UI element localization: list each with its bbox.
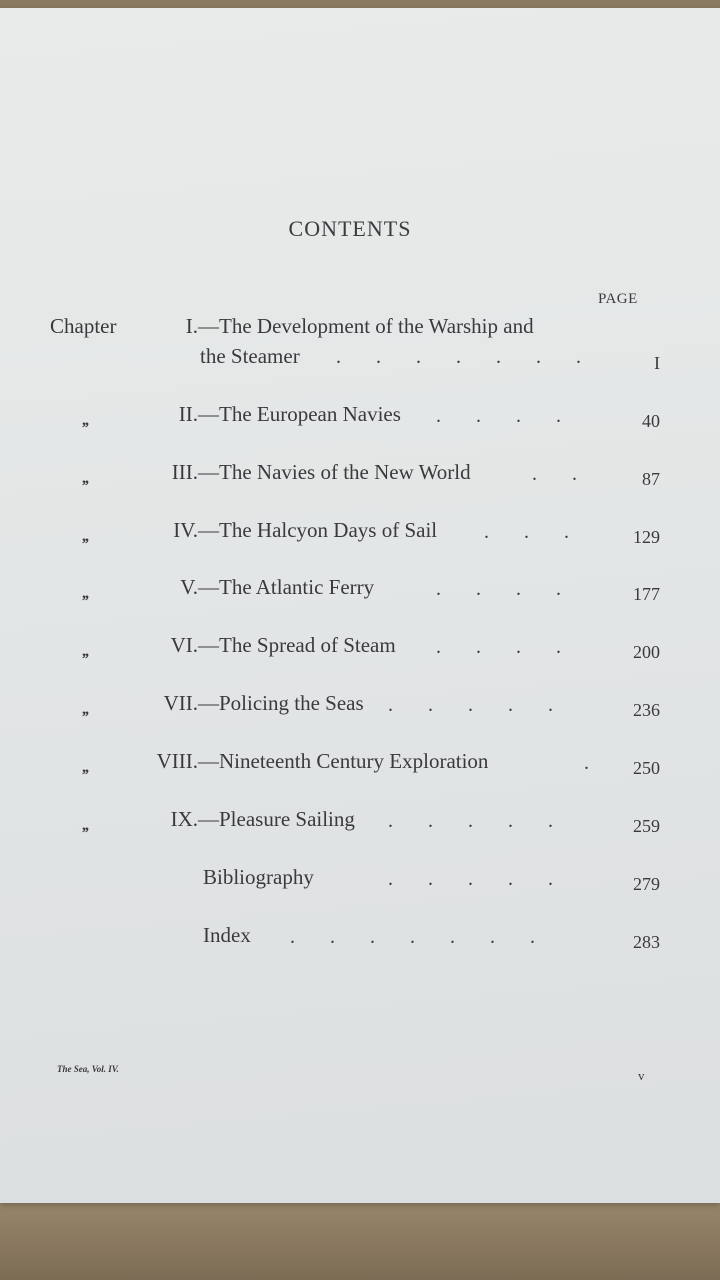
ditto-mark: ,,	[82, 585, 88, 602]
chapter-number: III.	[171, 460, 198, 484]
ditto-mark: ,,	[82, 817, 88, 834]
chapter-word: Chapter	[50, 314, 117, 338]
ditto-mark: ,,	[82, 701, 88, 718]
ditto-mark: ,,	[82, 412, 88, 429]
leader-dots: . . . . . . .	[336, 346, 581, 368]
page-number: 279	[633, 874, 660, 894]
chapter-number: VIII.	[156, 749, 198, 773]
chapter-title: —The Spread of Steam	[198, 633, 396, 657]
leader-dots: . . . .	[436, 405, 561, 427]
page-number: 87	[642, 469, 660, 489]
chapter-number: VII.	[163, 691, 198, 715]
leader-dots: . . .	[484, 521, 569, 543]
chapter-title: —The Halcyon Days of Sail	[198, 518, 438, 542]
chapter-title: —The Navies of the New World	[198, 460, 471, 484]
table-surface	[0, 1190, 720, 1280]
chapter-number: II.	[178, 402, 198, 426]
page-column-label: PAGE	[598, 291, 638, 307]
chapter-title: —The Development of the Warship and	[198, 314, 534, 338]
index-title: Index	[203, 923, 251, 947]
page-number: 259	[633, 816, 660, 836]
bibliography-title: Bibliography	[203, 865, 314, 889]
chapter-number: I.	[185, 314, 198, 338]
chapter-title-continued: the Steamer	[200, 344, 300, 368]
page-number: 236	[633, 700, 660, 720]
chapter-title: —The European Navies	[198, 402, 401, 426]
footer-page-numeral: v	[638, 1068, 645, 1083]
page-number: 129	[633, 527, 660, 547]
page-number: 283	[633, 932, 660, 952]
leader-dots: . . . .	[436, 636, 561, 658]
leader-dots: . . . . . . .	[290, 926, 535, 948]
contents-heading: CONTENTS	[288, 216, 412, 241]
chapter-title: —Pleasure Sailing	[198, 807, 355, 831]
leader-dots: . . . . .	[388, 810, 553, 832]
chapter-number: IX.	[170, 807, 198, 831]
leader-dots: . . . . .	[388, 694, 553, 716]
chapter-title: —Nineteenth Century Exploration	[198, 749, 489, 773]
chapter-number: VI.	[170, 633, 198, 657]
page-number: 40	[642, 411, 660, 431]
chapter-number: V.	[180, 575, 198, 599]
leader-dots: .	[584, 752, 589, 774]
ditto-mark: ,,	[82, 643, 88, 660]
chapter-number: IV.	[173, 518, 198, 542]
chapter-title: —Policing the Seas	[198, 691, 364, 715]
ditto-mark: ,,	[82, 759, 88, 776]
leader-dots: . . . .	[436, 578, 561, 600]
page-number: I	[654, 353, 660, 373]
leader-dots: . .	[532, 463, 577, 485]
page-number: 200	[633, 642, 660, 662]
page-number: 177	[633, 584, 660, 604]
footer-volume-note: The Sea, Vol. IV.	[57, 1064, 119, 1074]
ditto-mark: ,,	[82, 528, 88, 545]
page-number: 250	[633, 758, 660, 778]
chapter-title: —The Atlantic Ferry	[198, 575, 375, 599]
leader-dots: . . . . .	[388, 868, 553, 890]
book-page	[0, 8, 720, 1203]
ditto-mark: ,,	[82, 470, 88, 487]
